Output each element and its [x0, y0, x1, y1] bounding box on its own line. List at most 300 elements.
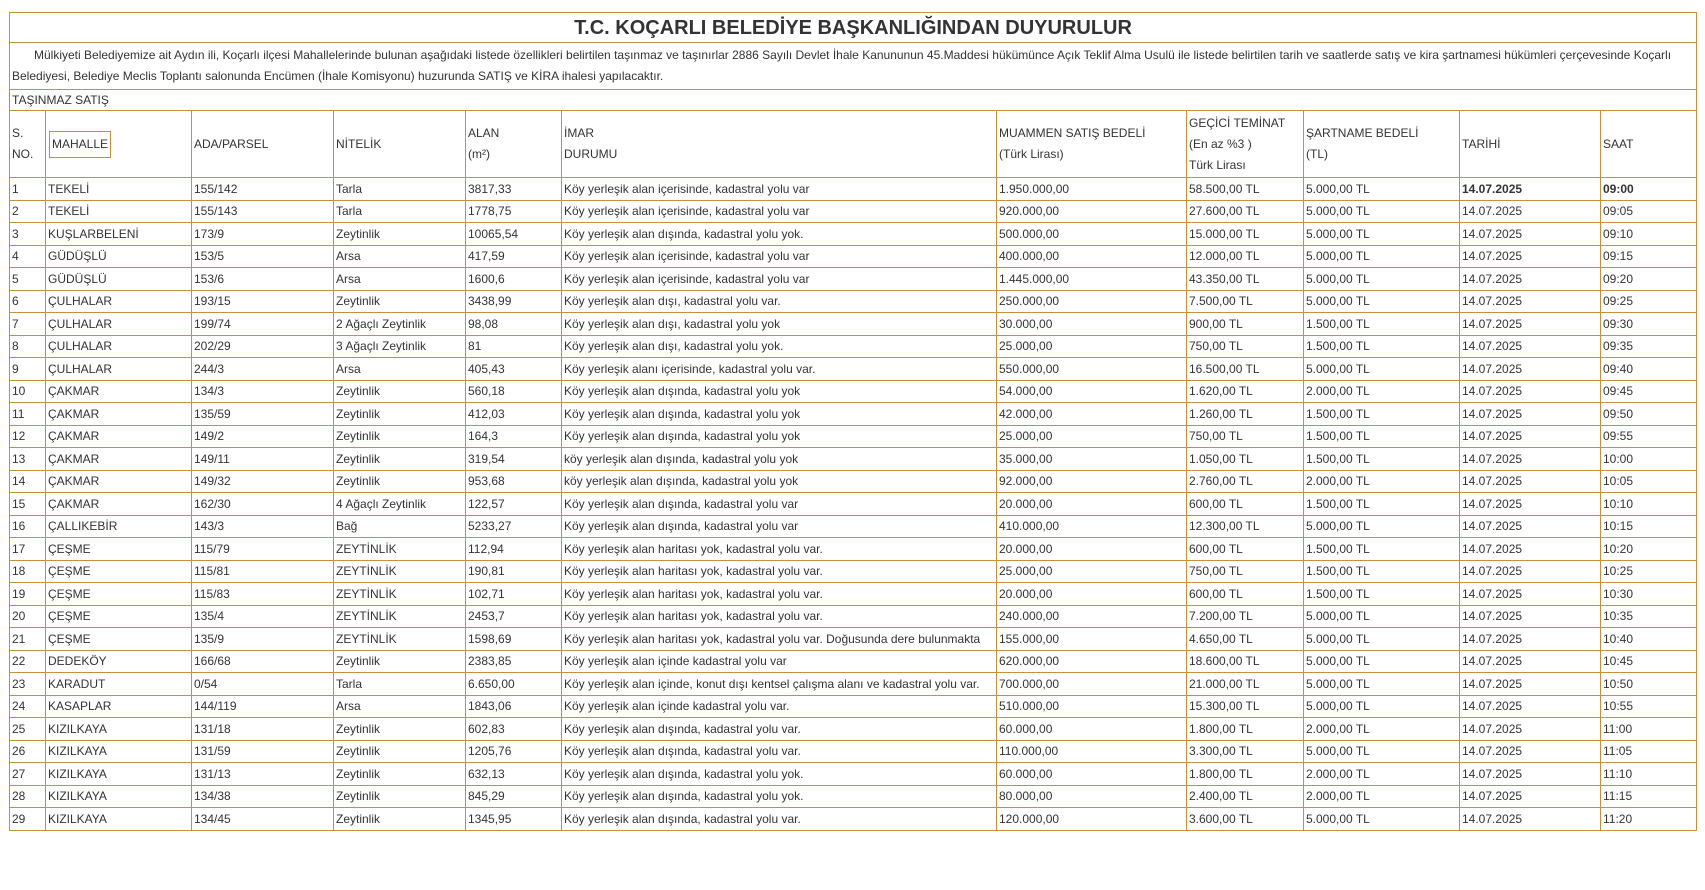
cell-sartname: 2.000,00 TL [1304, 470, 1460, 493]
cell-alan: 412,03 [466, 403, 562, 426]
cell-alan: 417,59 [466, 245, 562, 268]
cell-bedel: 60.000,00 [997, 718, 1187, 741]
cell-imar: Köy yerleşik alan dışında, kadastral yolu var. [562, 740, 997, 763]
cell-sartname: 1.500,00 TL [1304, 425, 1460, 448]
cell-bedel: 550.000,00 [997, 358, 1187, 381]
cell-imar: Köy yerleşik alan içinde kadastral yolu var. [562, 695, 997, 718]
cell-ada-parsel: 134/38 [192, 785, 334, 808]
cell-ada-parsel: 244/3 [192, 358, 334, 381]
cell-saat: 09:05 [1601, 200, 1697, 223]
cell-teminat: 600,00 TL [1187, 493, 1304, 516]
cell-nitelik: Tarla [334, 178, 466, 201]
cell-saat: 10:55 [1601, 695, 1697, 718]
cell-nitelik: Arsa [334, 268, 466, 291]
cell-nitelik: Zeytinlik [334, 223, 466, 246]
cell-alan: 1345,95 [466, 808, 562, 831]
cell-sartname: 1.500,00 TL [1304, 583, 1460, 606]
cell-ada-parsel: 149/32 [192, 470, 334, 493]
cell-teminat: 1.800,00 TL [1187, 763, 1304, 786]
cell-no: 25 [10, 718, 46, 741]
cell-saat: 09:55 [1601, 425, 1697, 448]
header-imar: İMAR DURUMU [562, 111, 997, 178]
cell-bedel: 42.000,00 [997, 403, 1187, 426]
cell-nitelik: Zeytinlik [334, 718, 466, 741]
cell-teminat: 900,00 TL [1187, 313, 1304, 336]
cell-bedel: 25.000,00 [997, 425, 1187, 448]
cell-tarih: 14.07.2025 [1460, 223, 1601, 246]
cell-bedel: 110.000,00 [997, 740, 1187, 763]
cell-mahalle: ÇULHALAR [46, 313, 192, 336]
cell-imar: köy yerleşik alan dışında, kadastral yolu yok [562, 470, 997, 493]
cell-sartname: 5.000,00 TL [1304, 358, 1460, 381]
cell-no: 1 [10, 178, 46, 201]
cell-teminat: 3.600,00 TL [1187, 808, 1304, 831]
cell-mahalle: TEKELİ [46, 178, 192, 201]
cell-saat: 10:00 [1601, 448, 1697, 471]
cell-tarih: 14.07.2025 [1460, 673, 1601, 696]
cell-nitelik: ZEYTİNLİK [334, 628, 466, 651]
cell-alan: 5233,27 [466, 515, 562, 538]
cell-tarih: 14.07.2025 [1460, 740, 1601, 763]
cell-teminat: 4.650,00 TL [1187, 628, 1304, 651]
cell-imar: Köy yerleşik alan dışında, kadastral yolu var [562, 515, 997, 538]
cell-ada-parsel: 149/11 [192, 448, 334, 471]
cell-mahalle: DEDEKÖY [46, 650, 192, 673]
intro-paragraph: Mülkiyeti Belediyemize ait Aydın ili, Koçarlı ilçesi Mahallelerinde bulunan aşağıdaki listede özellikleri belirtilen taşınmaz ve taşınırlar 2886 Sayılı Devlet İhale Kanununun 45.Maddesi hükümünce Açık Teklif Alma Usulü ile listede belirtilen tarih ve saatlerde satış ve kira şartnamesi hükümleri çerçevesinde Koçarlı Belediyesi, Belediye Meclis Toplantı salonunda Encümen (İhale Komisyonu) huzurunda SATIŞ ve KİRA ihalesi yapılacaktır. [10, 43, 1697, 90]
cell-sartname: 5.000,00 TL [1304, 673, 1460, 696]
cell-teminat: 2.400,00 TL [1187, 785, 1304, 808]
header-alan: ALAN (m²) [466, 111, 562, 178]
cell-saat: 10:50 [1601, 673, 1697, 696]
cell-imar: Köy yerleşik alan haritası yok, kadastral yolu var. [562, 583, 997, 606]
cell-ada-parsel: 144/119 [192, 695, 334, 718]
cell-imar: Köy yerleşik alan dışında, kadastral yolu yok [562, 425, 997, 448]
cell-teminat: 1.800,00 TL [1187, 718, 1304, 741]
header-teminat: GEÇİCİ TEMİNAT (En az %3 ) Türk Lirası [1187, 111, 1304, 178]
cell-mahalle: ÇAKMAR [46, 470, 192, 493]
cell-sartname: 1.500,00 TL [1304, 335, 1460, 358]
table-row [10, 313, 1697, 336]
cell-tarih: 14.07.2025 [1460, 650, 1601, 673]
cell-alan: 1843,06 [466, 695, 562, 718]
cell-bedel: 25.000,00 [997, 335, 1187, 358]
table-row [10, 718, 1697, 741]
cell-sartname: 5.000,00 TL [1304, 268, 1460, 291]
cell-bedel: 30.000,00 [997, 313, 1187, 336]
cell-imar: Köy yerleşik alan haritası yok, kadastral yolu var. [562, 605, 997, 628]
cell-no: 10 [10, 380, 46, 403]
cell-imar: Köy yerleşik alan dışı, kadastral yolu yok [562, 313, 997, 336]
cell-bedel: 510.000,00 [997, 695, 1187, 718]
cell-imar: Köy yerleşik alan dışında, kadastral yolu yok [562, 403, 997, 426]
cell-mahalle: KIZILKAYA [46, 785, 192, 808]
cell-saat: 09:10 [1601, 223, 1697, 246]
header-bedel: MUAMMEN SATIŞ BEDELİ (Türk Lirası) [997, 111, 1187, 178]
cell-sartname: 1.500,00 TL [1304, 313, 1460, 336]
header-nitelik: NİTELİK [334, 111, 466, 178]
cell-teminat: 750,00 TL [1187, 560, 1304, 583]
cell-mahalle: KUŞLARBELENİ [46, 223, 192, 246]
cell-sartname: 1.500,00 TL [1304, 560, 1460, 583]
cell-alan: 405,43 [466, 358, 562, 381]
cell-saat: 09:20 [1601, 268, 1697, 291]
cell-tarih: 14.07.2025 [1460, 695, 1601, 718]
cell-ada-parsel: 155/142 [192, 178, 334, 201]
cell-saat: 11:05 [1601, 740, 1697, 763]
cell-alan: 102,71 [466, 583, 562, 606]
header-saat: SAAT [1601, 111, 1697, 178]
announcement-document [9, 12, 1696, 831]
cell-nitelik: ZEYTİNLİK [334, 538, 466, 561]
cell-imar: Köy yerleşik alan dışında, kadastral yolu var. [562, 808, 997, 831]
cell-saat: 10:20 [1601, 538, 1697, 561]
cell-no: 7 [10, 313, 46, 336]
table-row [10, 200, 1697, 223]
cell-ada-parsel: 131/13 [192, 763, 334, 786]
cell-mahalle: KIZILKAYA [46, 808, 192, 831]
cell-ada-parsel: 115/81 [192, 560, 334, 583]
cell-no: 16 [10, 515, 46, 538]
header-mahalle-label[interactable]: MAHALLE [49, 131, 111, 158]
cell-ada-parsel: 134/45 [192, 808, 334, 831]
cell-sartname: 5.000,00 TL [1304, 178, 1460, 201]
cell-imar: Köy yerleşik alan içinde, konut dışı kentsel çalışma alanı ve kadastral yolu var. [562, 673, 997, 696]
header-no: S. NO. [10, 111, 46, 178]
cell-alan: 6.650,00 [466, 673, 562, 696]
cell-mahalle: KASAPLAR [46, 695, 192, 718]
table-row [10, 245, 1697, 268]
header-mahalle [46, 111, 192, 178]
cell-bedel: 400.000,00 [997, 245, 1187, 268]
cell-bedel: 250.000,00 [997, 290, 1187, 313]
cell-no: 15 [10, 493, 46, 516]
cell-saat: 10:10 [1601, 493, 1697, 516]
table-row [10, 628, 1697, 651]
table-row [10, 448, 1697, 471]
cell-saat: 10:25 [1601, 560, 1697, 583]
cell-sartname: 5.000,00 TL [1304, 200, 1460, 223]
cell-bedel: 54.000,00 [997, 380, 1187, 403]
cell-tarih: 14.07.2025 [1460, 515, 1601, 538]
cell-ada-parsel: 193/15 [192, 290, 334, 313]
cell-alan: 560,18 [466, 380, 562, 403]
cell-saat: 11:15 [1601, 785, 1697, 808]
cell-bedel: 620.000,00 [997, 650, 1187, 673]
cell-mahalle: KIZILKAYA [46, 740, 192, 763]
cell-ada-parsel: 135/4 [192, 605, 334, 628]
cell-imar: Köy yerleşik alan dışında, kadastral yolu yok. [562, 763, 997, 786]
cell-sartname: 2.000,00 TL [1304, 763, 1460, 786]
cell-imar: Köy yerleşik alan içerisinde, kadastral yolu var [562, 178, 997, 201]
cell-sartname: 1.500,00 TL [1304, 403, 1460, 426]
cell-bedel: 80.000,00 [997, 785, 1187, 808]
table-row [10, 785, 1697, 808]
cell-sartname: 2.000,00 TL [1304, 718, 1460, 741]
cell-tarih: 14.07.2025 [1460, 718, 1601, 741]
cell-no: 18 [10, 560, 46, 583]
cell-imar: Köy yerleşik alan içerisinde, kadastral yolu var [562, 200, 997, 223]
cell-nitelik: Arsa [334, 695, 466, 718]
table-row [10, 268, 1697, 291]
cell-no: 4 [10, 245, 46, 268]
cell-tarih: 14.07.2025 [1460, 290, 1601, 313]
cell-tarih: 14.07.2025 [1460, 605, 1601, 628]
cell-mahalle: KIZILKAYA [46, 718, 192, 741]
cell-tarih: 14.07.2025 [1460, 628, 1601, 651]
table-row [10, 380, 1697, 403]
cell-tarih: 14.07.2025 [1460, 538, 1601, 561]
cell-sartname: 2.000,00 TL [1304, 380, 1460, 403]
cell-imar: Köy yerleşik alan dışında, kadastral yolu var [562, 493, 997, 516]
cell-teminat: 3.300,00 TL [1187, 740, 1304, 763]
cell-no: 22 [10, 650, 46, 673]
cell-alan: 1205,76 [466, 740, 562, 763]
cell-nitelik: Arsa [334, 358, 466, 381]
cell-nitelik: ZEYTİNLİK [334, 605, 466, 628]
table-row [10, 358, 1697, 381]
cell-nitelik: Tarla [334, 673, 466, 696]
cell-teminat: 27.600,00 TL [1187, 200, 1304, 223]
cell-imar: Köy yerleşik alan dışı, kadastral yolu var. [562, 290, 997, 313]
cell-ada-parsel: 166/68 [192, 650, 334, 673]
cell-alan: 953,68 [466, 470, 562, 493]
cell-teminat: 7.500,00 TL [1187, 290, 1304, 313]
cell-nitelik: Bağ [334, 515, 466, 538]
cell-mahalle: GÜDÜŞLÜ [46, 268, 192, 291]
cell-no: 27 [10, 763, 46, 786]
cell-tarih: 14.07.2025 [1460, 245, 1601, 268]
cell-sartname: 1.500,00 TL [1304, 448, 1460, 471]
cell-imar: Köy yerleşik alan dışında, kadastral yolu var. [562, 718, 997, 741]
cell-teminat: 2.760,00 TL [1187, 470, 1304, 493]
cell-ada-parsel: 202/29 [192, 335, 334, 358]
cell-no: 19 [10, 583, 46, 606]
cell-saat: 10:40 [1601, 628, 1697, 651]
cell-ada-parsel: 135/59 [192, 403, 334, 426]
cell-ada-parsel: 115/83 [192, 583, 334, 606]
cell-alan: 10065,54 [466, 223, 562, 246]
announcement-table [9, 12, 1697, 831]
cell-tarih: 14.07.2025 [1460, 425, 1601, 448]
table-row [10, 178, 1697, 201]
cell-nitelik: Zeytinlik [334, 448, 466, 471]
cell-sartname: 5.000,00 TL [1304, 628, 1460, 651]
cell-nitelik: Zeytinlik [334, 808, 466, 831]
table-row [10, 650, 1697, 673]
cell-ada-parsel: 0/54 [192, 673, 334, 696]
cell-sartname: 2.000,00 TL [1304, 785, 1460, 808]
cell-ada-parsel: 115/79 [192, 538, 334, 561]
cell-no: 13 [10, 448, 46, 471]
cell-bedel: 20.000,00 [997, 538, 1187, 561]
cell-nitelik: Zeytinlik [334, 785, 466, 808]
cell-bedel: 120.000,00 [997, 808, 1187, 831]
cell-nitelik: Zeytinlik [334, 425, 466, 448]
cell-tarih: 14.07.2025 [1460, 560, 1601, 583]
cell-nitelik: ZEYTİNLİK [334, 583, 466, 606]
cell-mahalle: ÇEŞME [46, 583, 192, 606]
cell-alan: 1600,6 [466, 268, 562, 291]
cell-mahalle: ÇULHALAR [46, 358, 192, 381]
cell-sartname: 5.000,00 TL [1304, 740, 1460, 763]
table-row [10, 538, 1697, 561]
cell-nitelik: Zeytinlik [334, 290, 466, 313]
cell-no: 28 [10, 785, 46, 808]
cell-saat: 09:15 [1601, 245, 1697, 268]
cell-saat: 10:15 [1601, 515, 1697, 538]
cell-saat: 10:30 [1601, 583, 1697, 606]
table-row [10, 673, 1697, 696]
cell-bedel: 92.000,00 [997, 470, 1187, 493]
cell-ada-parsel: 134/3 [192, 380, 334, 403]
section-title: TAŞINMAZ SATIŞ [10, 90, 1697, 111]
cell-bedel: 20.000,00 [997, 493, 1187, 516]
header-sartname: ŞARTNAME BEDELİ (TL) [1304, 111, 1460, 178]
cell-teminat: 7.200,00 TL [1187, 605, 1304, 628]
cell-tarih: 14.07.2025 [1460, 470, 1601, 493]
cell-teminat: 18.600,00 TL [1187, 650, 1304, 673]
cell-no: 29 [10, 808, 46, 831]
cell-no: 5 [10, 268, 46, 291]
cell-sartname: 5.000,00 TL [1304, 650, 1460, 673]
cell-no: 8 [10, 335, 46, 358]
cell-mahalle: ÇAKMAR [46, 448, 192, 471]
cell-nitelik: Zeytinlik [334, 403, 466, 426]
cell-bedel: 155.000,00 [997, 628, 1187, 651]
cell-nitelik: Zeytinlik [334, 650, 466, 673]
cell-no: 17 [10, 538, 46, 561]
cell-alan: 1598,69 [466, 628, 562, 651]
cell-tarih: 14.07.2025 [1460, 200, 1601, 223]
cell-saat: 11:20 [1601, 808, 1697, 831]
cell-mahalle: GÜDÜŞLÜ [46, 245, 192, 268]
table-header-row [10, 111, 1697, 178]
cell-teminat: 1.620,00 TL [1187, 380, 1304, 403]
cell-bedel: 410.000,00 [997, 515, 1187, 538]
cell-tarih: 14.07.2025 [1460, 403, 1601, 426]
table-row [10, 515, 1697, 538]
cell-mahalle: ÇULHALAR [46, 335, 192, 358]
cell-mahalle: ÇAKMAR [46, 380, 192, 403]
cell-mahalle: TEKELİ [46, 200, 192, 223]
cell-mahalle: ÇAKMAR [46, 403, 192, 426]
cell-nitelik: ZEYTİNLİK [334, 560, 466, 583]
cell-sartname: 5.000,00 TL [1304, 808, 1460, 831]
cell-no: 20 [10, 605, 46, 628]
cell-saat: 09:40 [1601, 358, 1697, 381]
cell-no: 6 [10, 290, 46, 313]
table-row [10, 560, 1697, 583]
cell-alan: 602,83 [466, 718, 562, 741]
cell-ada-parsel: 149/2 [192, 425, 334, 448]
cell-imar: Köy yerleşik alan içinde kadastral yolu var [562, 650, 997, 673]
cell-mahalle: ÇULHALAR [46, 290, 192, 313]
cell-ada-parsel: 173/9 [192, 223, 334, 246]
page-title: T.C. KOÇARLI BELEDİYE BAŞKANLIĞINDAN DUYURULUR [10, 13, 1697, 43]
cell-nitelik: Arsa [334, 245, 466, 268]
cell-alan: 2453,7 [466, 605, 562, 628]
cell-no: 2 [10, 200, 46, 223]
cell-imar: Köy yerleşik alanı içerisinde, kadastral yolu var. [562, 358, 997, 381]
cell-alan: 190,81 [466, 560, 562, 583]
cell-alan: 3817,33 [466, 178, 562, 201]
cell-ada-parsel: 162/30 [192, 493, 334, 516]
cell-nitelik: Zeytinlik [334, 470, 466, 493]
cell-teminat: 15.300,00 TL [1187, 695, 1304, 718]
cell-saat: 09:35 [1601, 335, 1697, 358]
cell-imar: Köy yerleşik alan haritası yok, kadastral yolu var. [562, 560, 997, 583]
cell-no: 21 [10, 628, 46, 651]
table-row [10, 403, 1697, 426]
cell-teminat: 43.350,00 TL [1187, 268, 1304, 291]
cell-bedel: 1.950.000,00 [997, 178, 1187, 201]
cell-tarih: 14.07.2025 [1460, 583, 1601, 606]
cell-teminat: 750,00 TL [1187, 335, 1304, 358]
cell-alan: 81 [466, 335, 562, 358]
cell-tarih: 14.07.2025 [1460, 448, 1601, 471]
cell-tarih: 14.07.2025 [1460, 268, 1601, 291]
cell-mahalle: ÇAKMAR [46, 493, 192, 516]
table-row [10, 335, 1697, 358]
cell-sartname: 5.000,00 TL [1304, 605, 1460, 628]
cell-imar: Köy yerleşik alan içerisinde, kadastral yolu var [562, 268, 997, 291]
cell-bedel: 920.000,00 [997, 200, 1187, 223]
cell-saat: 10:45 [1601, 650, 1697, 673]
table-row [10, 290, 1697, 313]
cell-ada-parsel: 135/9 [192, 628, 334, 651]
cell-imar: Köy yerleşik alan dışında, kadastral yolu yok. [562, 785, 997, 808]
cell-no: 12 [10, 425, 46, 448]
cell-bedel: 500.000,00 [997, 223, 1187, 246]
cell-no: 23 [10, 673, 46, 696]
cell-saat: 10:05 [1601, 470, 1697, 493]
cell-teminat: 1.260,00 TL [1187, 403, 1304, 426]
cell-sartname: 1.500,00 TL [1304, 538, 1460, 561]
cell-alan: 122,57 [466, 493, 562, 516]
cell-alan: 1778,75 [466, 200, 562, 223]
cell-sartname: 5.000,00 TL [1304, 290, 1460, 313]
cell-imar: Köy yerleşik alan haritası yok, kadastral yolu var. Doğusunda dere bulunmakta [562, 628, 997, 651]
cell-saat: 11:00 [1601, 718, 1697, 741]
table-row [10, 223, 1697, 246]
cell-bedel: 1.445.000,00 [997, 268, 1187, 291]
header-ada-parsel: ADA/PARSEL [192, 111, 334, 178]
cell-saat: 10:35 [1601, 605, 1697, 628]
cell-imar: Köy yerleşik alan dışı, kadastral yolu yok. [562, 335, 997, 358]
table-row [10, 583, 1697, 606]
cell-teminat: 750,00 TL [1187, 425, 1304, 448]
cell-teminat: 15.000,00 TL [1187, 223, 1304, 246]
cell-no: 3 [10, 223, 46, 246]
cell-alan: 2383,85 [466, 650, 562, 673]
cell-teminat: 600,00 TL [1187, 583, 1304, 606]
cell-alan: 3438,99 [466, 290, 562, 313]
cell-tarih: 14.07.2025 [1460, 358, 1601, 381]
cell-no: 9 [10, 358, 46, 381]
cell-mahalle: ÇEŞME [46, 560, 192, 583]
table-row [10, 740, 1697, 763]
cell-imar: Köy yerleşik alan dışında, kadastral yolu yok [562, 380, 997, 403]
cell-mahalle: ÇEŞME [46, 605, 192, 628]
cell-bedel: 700.000,00 [997, 673, 1187, 696]
cell-sartname: 5.000,00 TL [1304, 245, 1460, 268]
cell-bedel: 60.000,00 [997, 763, 1187, 786]
table-row [10, 425, 1697, 448]
cell-teminat: 58.500,00 TL [1187, 178, 1304, 201]
cell-bedel: 20.000,00 [997, 583, 1187, 606]
cell-sartname: 5.000,00 TL [1304, 223, 1460, 246]
cell-tarih: 14.07.2025 [1460, 808, 1601, 831]
